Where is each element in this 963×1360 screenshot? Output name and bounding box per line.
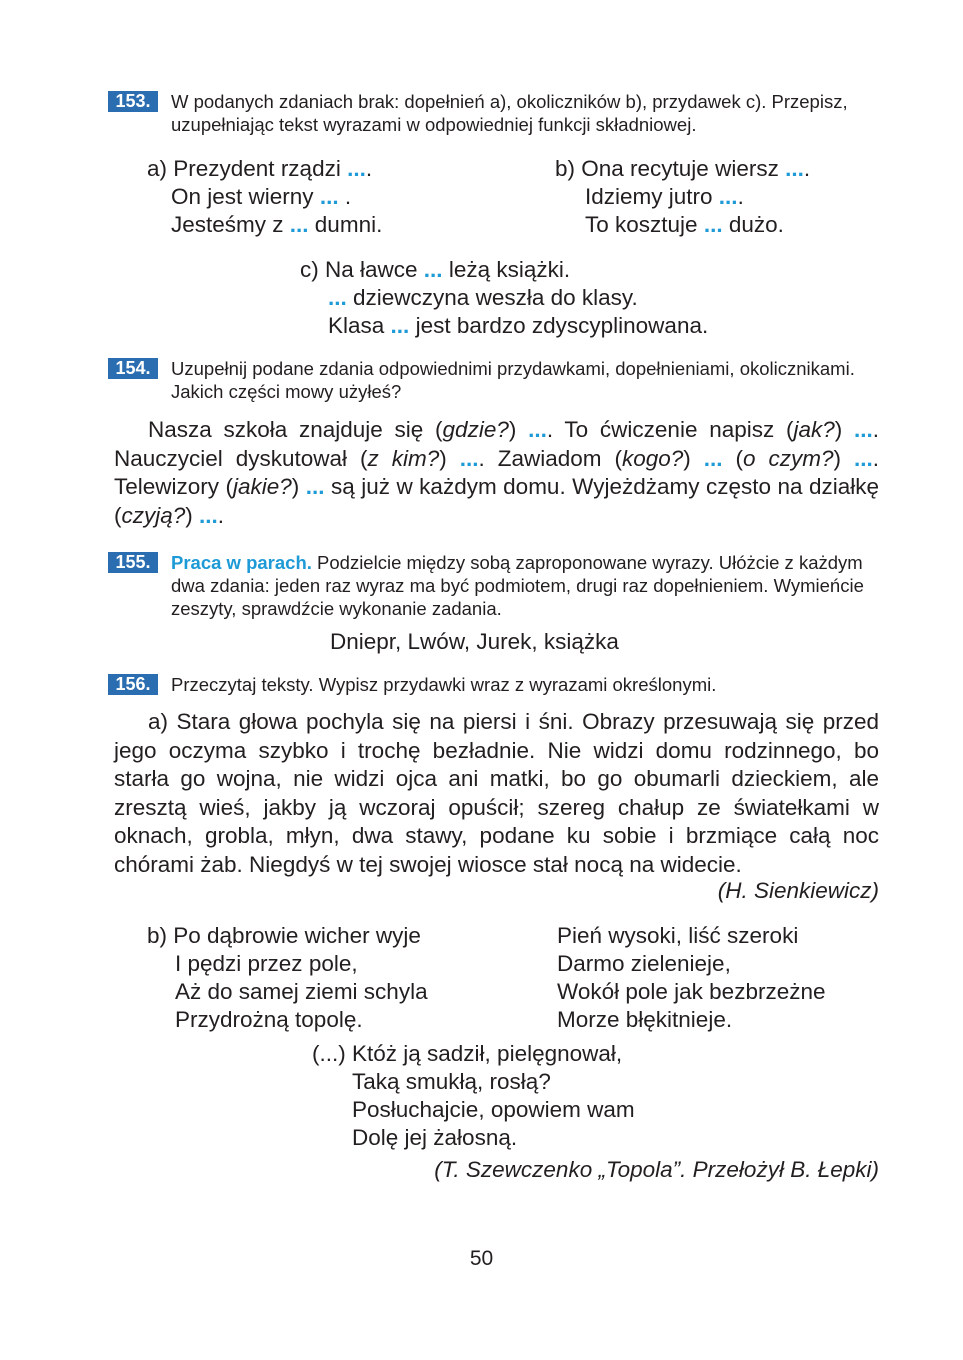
poem-right-line1: Pień wysoki, liść szeroki	[557, 923, 799, 948]
ex153-a-line2: On jest wierny ... .	[171, 184, 352, 209]
ex153-c-line1: c) Na ławce ... leżą książki.	[300, 257, 571, 282]
poem-bottom-line1: (...) Któż ją sadził, pielęgnował,	[312, 1041, 623, 1066]
ex156-author-b: (T. Szewczenko „Topola”. Przełożył B. Łepki)	[434, 1157, 879, 1182]
exercise-153	[108, 90, 880, 136]
ex156-text-a: a) Stara głowa pochyla się na piersi i śni. Obrazy przesuwają się przed jego oczyma szybko i trochę bezładnie. Nie widzi domu rodzinnego, bo starła go wojna, nie widzi ojca ani matki, bo go obumarli dzieckiem, ale zresztą wieś, jakby ją wczoraj opuścił; szereg chałup ze światełkami w oknach, grobla, młyn, dwa stawy, podane ku sobie i brzmiące całą noc chórami żab. Niegdyś w tej swojej wiosce stał nocą na widecie.	[114, 709, 879, 877]
exercise-instruction: W podanych zdaniach brak: dopełnień a), okoliczników b), przydawek c). Przepisz, uzupełniając tekst wyrazami w odpowiedniej funkcji składniowej.	[171, 91, 848, 135]
exercise-instruction: Uzupełnij podane zdania odpowiednimi przydawkami, dopełnieniami, okolicznikami. Jakich części mowy użyłeś?	[171, 358, 855, 402]
exercise-number-badge: 156.	[108, 674, 158, 695]
exercise-number-badge: 154.	[108, 358, 158, 379]
exercise-154-header	[108, 357, 880, 403]
poem-bottom-line3: Posłuchajcie, opowiem wam	[352, 1097, 635, 1122]
ex153-b-line1: b) Ona recytuje wiersz ....	[555, 156, 811, 181]
ex153-c-line2: ... dziewczyna weszła do klasy.	[328, 285, 638, 310]
ex153-a-line1: a) Prezydent rządzi ....	[147, 156, 373, 181]
ex153-b-line3: To kosztuje ... dużo.	[585, 212, 784, 237]
poem-bottom-line4: Dolę jej żałosną.	[352, 1125, 518, 1150]
exercise-number-badge: 155.	[108, 552, 158, 573]
exercise-153-header	[108, 90, 880, 136]
exercise-156	[108, 673, 880, 696]
ex154-text: Nasza szkoła znajduje się (gdzie?) .... To ćwiczenie napisz (jak?) .... Nauczyciel dyskutował (z kim?) .... Zawiadom (kogo?) ... (o czym?) .... Telewizory (jakie?) ... są już w każdym domu. Wyjeżdżamy często na działkę (czyją?) ....	[114, 417, 880, 528]
exercise-156-header	[108, 673, 880, 696]
poem-left-line4: Przydrożną topolę.	[175, 1007, 363, 1032]
poem-bottom-line2: Taką smukłą, rosłą?	[352, 1069, 551, 1094]
poem-left-line2: I pędzi przez pole,	[175, 951, 358, 976]
ex155-words: Dniepr, Lwów, Jurek, książka	[330, 629, 619, 654]
exercise-instruction: Podzielcie między sobą zaproponowane wyrazy. Ułóżcie z każdym dwa zdania: jeden raz wyraz ma być podmiotem, drugi raz dopełnieniem. Wymieńcie zeszyty, sprawdźcie wykonanie zadania.	[171, 552, 864, 619]
exercise-154	[108, 357, 880, 403]
page-number: 50	[469, 1247, 494, 1270]
poem-right-line3: Wokół pole jak bezbrzeżne	[557, 979, 826, 1004]
poem-right-line2: Darmo zielenieje,	[557, 951, 731, 976]
pair-work-label: Praca w parach.	[171, 552, 312, 573]
exercise-number-badge: 153.	[108, 91, 158, 112]
poem-right-line4: Morze błękitnieje.	[557, 1007, 733, 1032]
ex153-b-line2: Idziemy jutro ....	[585, 184, 744, 209]
exercise-155	[108, 551, 880, 620]
poem-left-line1: b) Po dąbrowie wicher wyje	[147, 923, 421, 948]
ex153-c-line3: Klasa ... jest bardzo zdyscyplinowana.	[328, 313, 709, 338]
ex153-a-line3: Jesteśmy z ... dumni.	[171, 212, 383, 237]
ex156-author-a: (H. Sienkiewicz)	[717, 878, 879, 903]
exercise-155-header	[108, 551, 880, 620]
exercise-instruction: Przeczytaj teksty. Wypisz przydawki wraz z wyrazami określonymi.	[171, 674, 717, 695]
poem-left-line3: Aż do samej ziemi schyla	[175, 979, 428, 1004]
